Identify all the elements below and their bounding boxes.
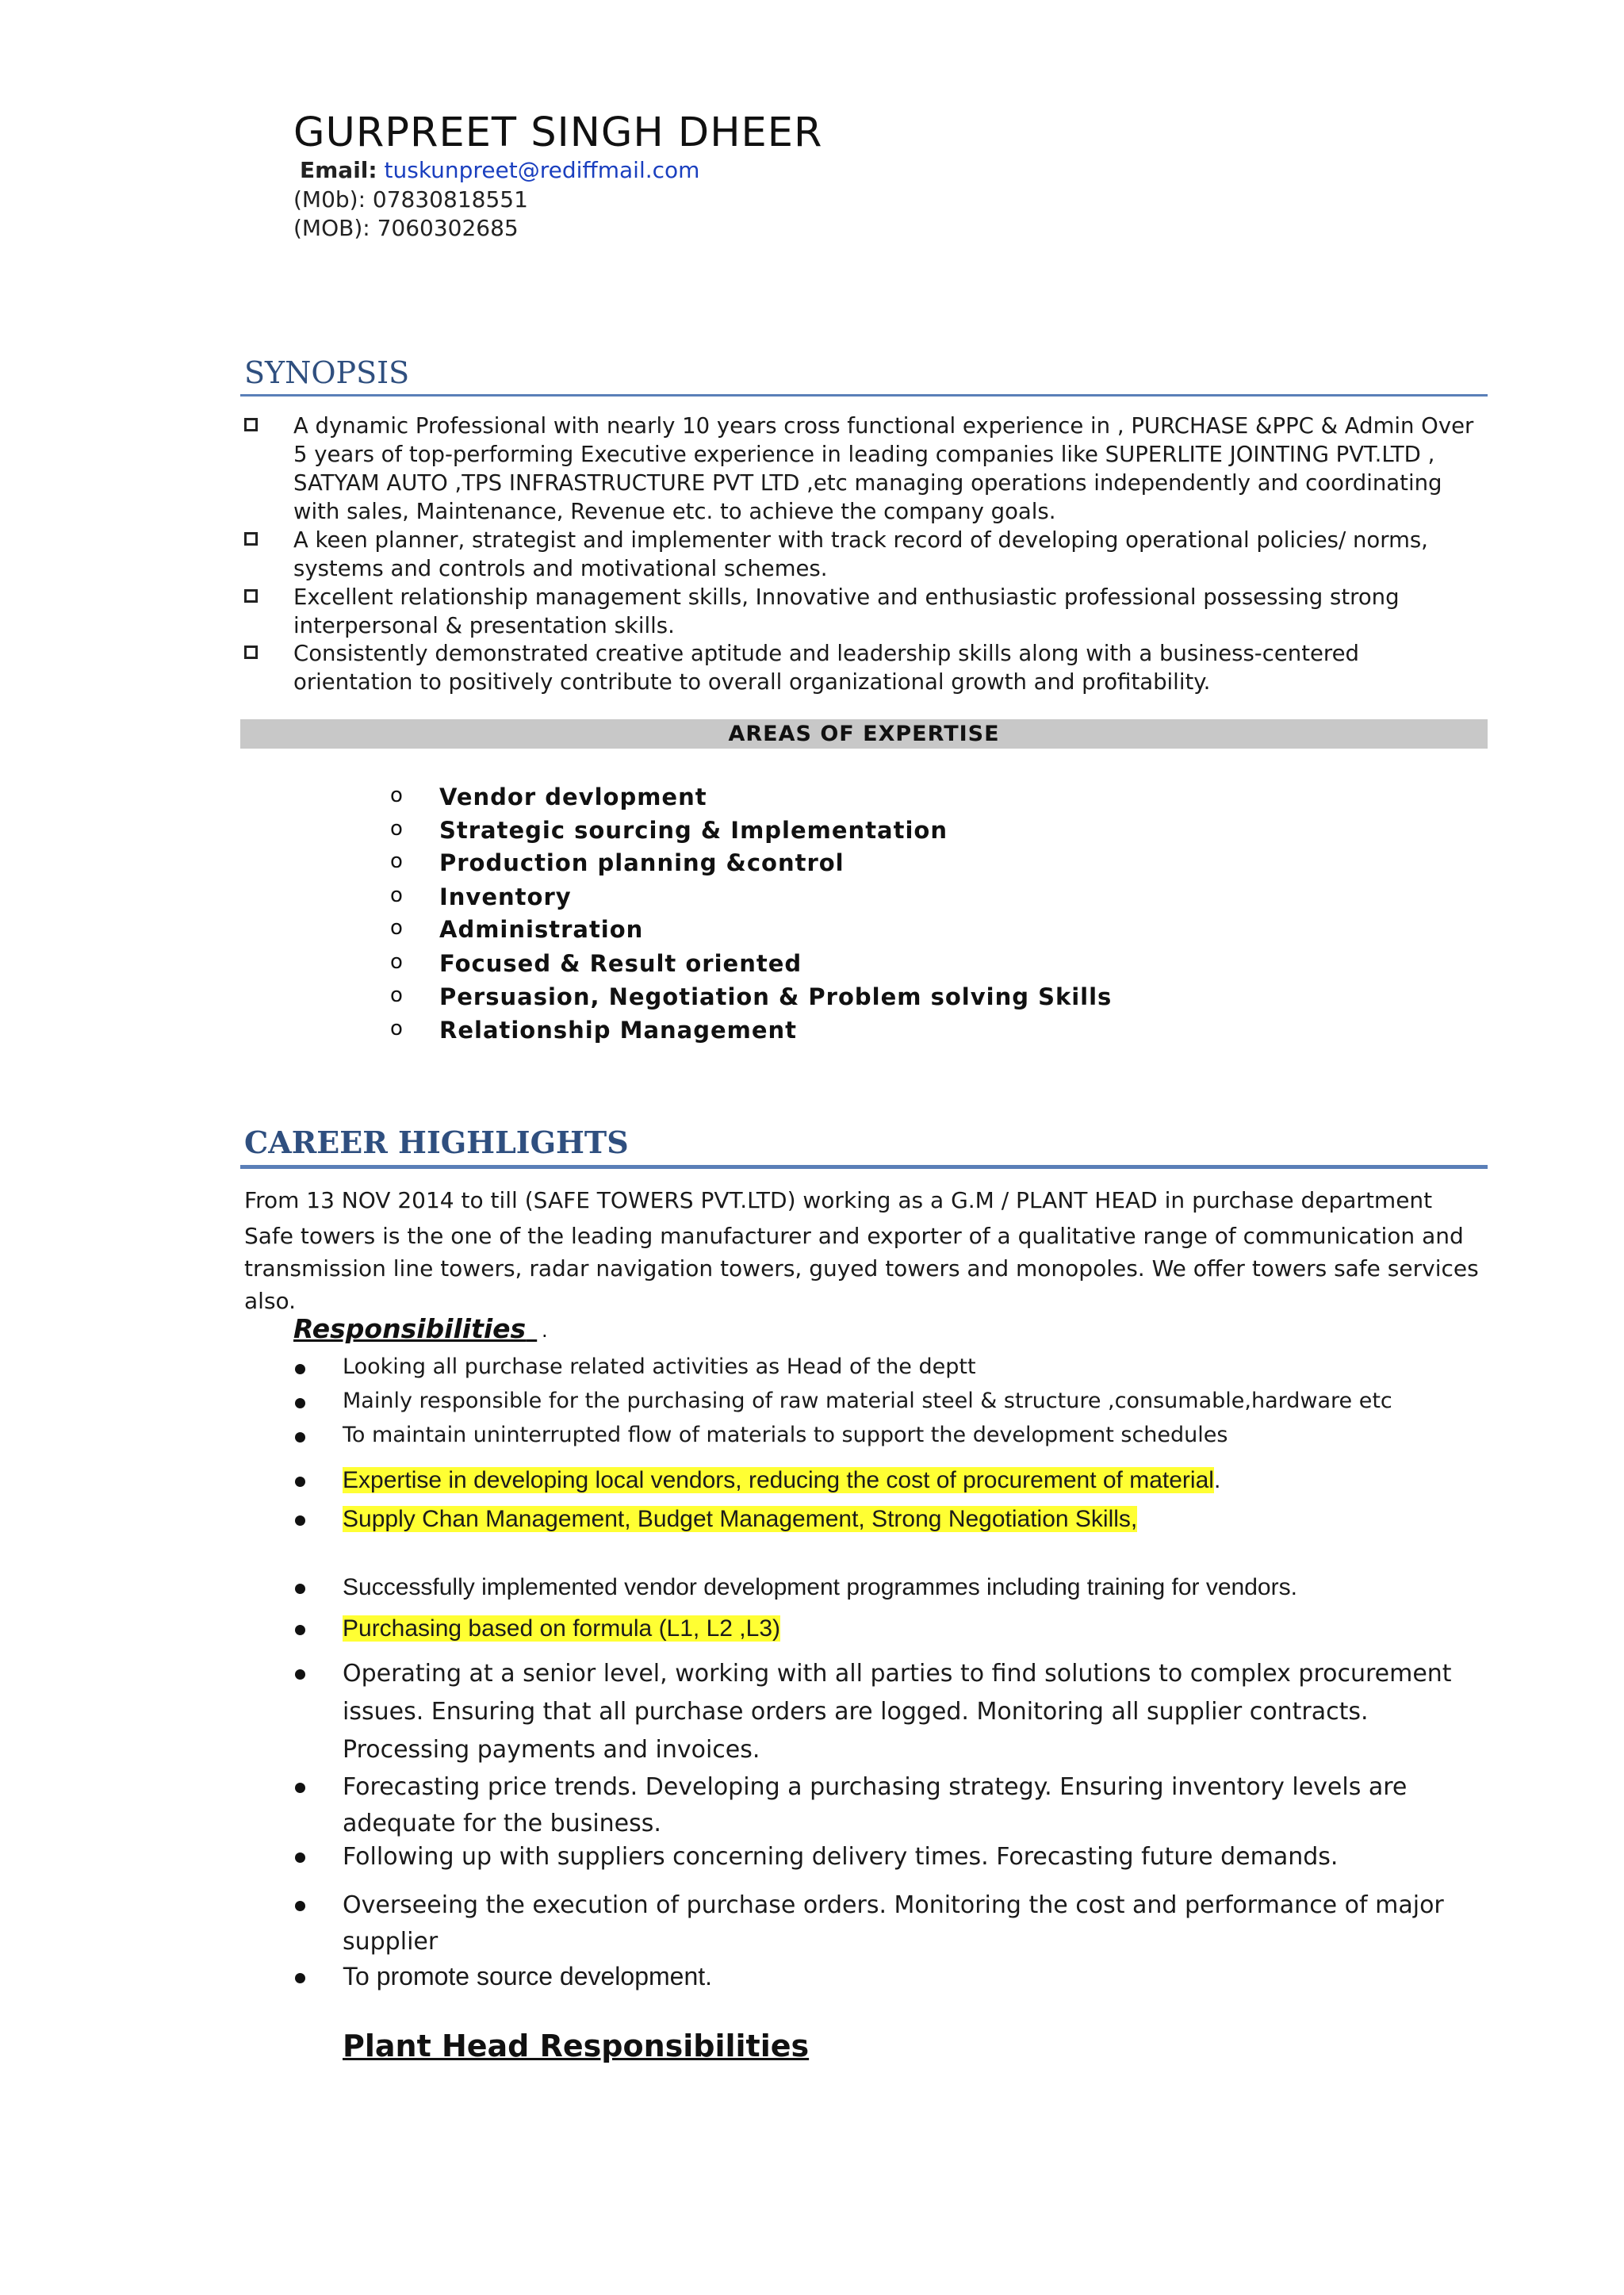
synopsis-heading: SYNOPSIS [244,355,410,390]
email-link[interactable]: tuskunpreet@rediffmail.com [384,157,700,183]
synopsis-item: Excellent relationship management skills, Innovative and enthusiastic professional possessing strong interpersonal & presentation skills. [293,583,1483,640]
responsibility-item [343,1615,780,1642]
career-divider [240,1165,1488,1169]
circle-bullet-icon: o [390,784,404,807]
checkbox-bullet-icon [244,646,258,659]
responsibility-item [343,1506,1137,1533]
bullet-icon [295,1477,305,1487]
synopsis-item: A dynamic Professional with nearly 10 years cross functional experience in , PURCHASE &PPC & Admin Over 5 years of top-performing Executive experience in leading companies like SUPERLITE JOINTING PVT.LTD , SATYAM AUTO ,TPS INFRASTRUCTURE PVT LTD ,etc managing operations independently and coordinating with sales, Maintenance, Revenue etc. to achieve the company goals. [293,412,1483,526]
bullet-icon [295,1783,305,1793]
checkbox-bullet-icon [244,589,258,603]
expertise-item: o Strategic sourcing & Implementation [390,817,948,844]
responsibility-item: Looking all purchase related activities as Head of the deptt [343,1354,976,1379]
responsibility-item: Mainly responsible for the purchasing of raw material steel & structure ,consumable,hardware etc [343,1389,1392,1413]
circle-bullet-icon: o [390,849,404,873]
bullet-icon [295,1398,305,1408]
responsibility-item: Following up with suppliers concerning delivery times. Forecasting future demands. [343,1843,1484,1871]
highlighted-text: Supply Chan Management, Budget Management, Strong Negotiation Skills, [343,1506,1138,1532]
responsibilities-heading: Responsibilities [293,1313,527,1344]
responsibility-item: Operating at a senior level, working with all parties to find solutions to complex procurement issues. Ensuring that all purchase orders are logged. Monitoring all supplier contracts. Processing payments and invoices. [343,1655,1484,1769]
circle-bullet-icon: o [390,817,404,841]
career-highlights-heading: CAREER HIGHLIGHTS [244,1125,629,1160]
phone-2: (MOB): 7060302685 [293,215,519,241]
expertise-item: o Focused & Result oriented [390,950,802,977]
bullet-icon [295,1625,305,1635]
plant-head-heading: Plant Head Responsibilities [343,2029,810,2063]
circle-bullet-icon: o [390,983,404,1007]
circle-bullet-icon: o [390,883,404,907]
checkbox-bullet-icon [244,532,258,546]
bullet-icon [295,1515,305,1526]
candidate-name: GURPREET SINGH DHEER [293,109,823,156]
responsibility-item: To promote source development. [343,1962,712,1991]
responsibility-item: Expertise in developing local vendors, reducing the cost of procurement of material. [343,1467,1220,1494]
bullet-icon [295,1901,305,1911]
bullet-icon [295,1669,305,1680]
phone-1: (M0b): 07830818551 [293,186,528,213]
circle-bullet-icon: o [390,950,404,974]
responsibility-item: Overseeing the execution of purchase orders. Monitoring the cost and performance of major supplier [343,1887,1484,1960]
email-line [300,157,699,183]
synopsis-item: A keen planner, strategist and implementer with track record of developing operational policies/ norms, systems and controls and motivational schemes. [293,526,1483,583]
responsibility-item: To maintain uninterrupted flow of materials to support the development schedules [343,1423,1228,1447]
bullet-icon [295,1432,305,1443]
email-label: Email: [300,157,377,183]
expertise-item: o Administration [390,916,644,943]
circle-bullet-icon: o [390,916,404,940]
bullet-icon [295,1584,305,1594]
highlighted-text: Expertise in developing local vendors, reducing the cost of procurement of material [343,1467,1214,1493]
bullet-icon [295,1852,305,1863]
synopsis-divider [240,394,1488,397]
bullet-icon [295,1364,305,1374]
synopsis-item: Consistently demonstrated creative aptitude and leadership skills along with a business-centered orientation to positively contribute to overall organizational growth and profitability. [293,639,1483,696]
expertise-item: o Relationship Management [390,1017,798,1044]
expertise-item: o Production planning &control [390,849,845,876]
responsibility-item: Forecasting price trends. Developing a purchasing strategy. Ensuring inventory levels are adequate for the business. [343,1769,1484,1842]
highlighted-text: Purchasing based on formula (L1, L2 ,L3) [343,1615,780,1642]
responsibility-item: Successfully implemented vendor development programmes including training for vendors. [343,1574,1297,1601]
expertise-item: o Persuasion, Negotiation & Problem solving Skills [390,983,1113,1010]
responsibilities-period: . [542,1320,548,1342]
career-intro-line: From 13 NOV 2014 to till (SAFE TOWERS PVT.LTD) working as a G.M / PLANT HEAD in purchase department [244,1187,1433,1213]
career-intro-body: Safe towers is the one of the leading manufacturer and exporter of a qualitative range of communication and transmission line towers, radar navigation towers, guyed towers and monopoles. We offer towers safe services also. [244,1223,1479,1314]
circle-bullet-icon: o [390,1017,404,1040]
checkbox-bullet-icon [244,418,258,431]
expertise-item: o Vendor devlopment [390,784,707,810]
bullet-icon [295,1973,305,1983]
areas-of-expertise-heading: AREAS OF EXPERTISE [728,722,1000,746]
expertise-item: o Inventory [390,883,572,910]
